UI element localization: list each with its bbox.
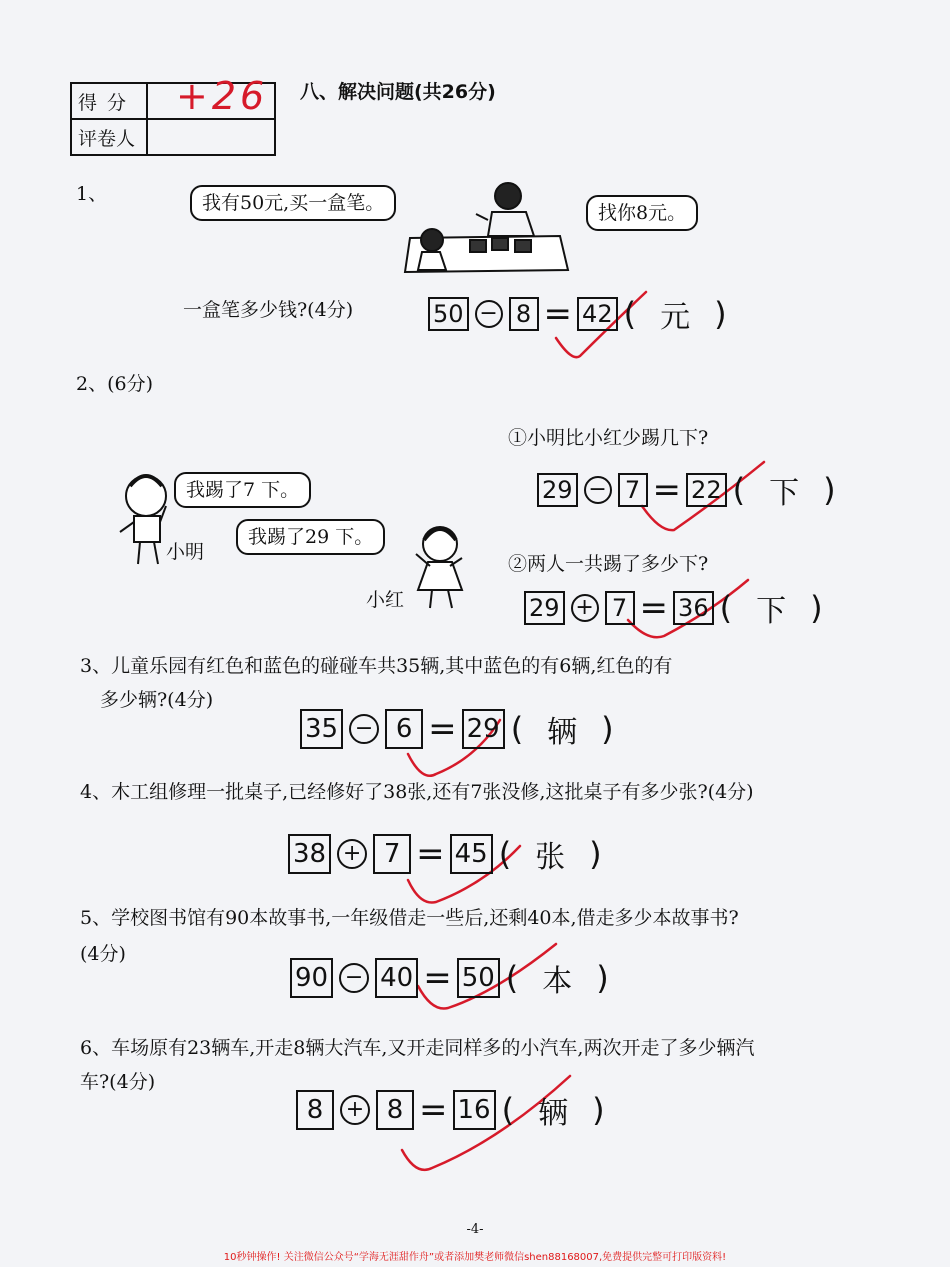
q4-paren-open: (: [498, 835, 512, 873]
q2-sub2-operator: +: [571, 594, 599, 622]
q3-equals: =: [428, 709, 457, 749]
q5-line2: (4分): [80, 943, 126, 965]
q4-equals: =: [416, 834, 445, 874]
q1-paren-open: (: [623, 295, 637, 333]
q4-result: 45: [450, 834, 493, 874]
q6-equals: =: [419, 1090, 448, 1130]
q5-equals: =: [423, 958, 452, 998]
q5-line1: 5、学校图书馆有90本故事书,一年级借走一些后,还剩40本,借走多少本故事书?: [80, 907, 739, 929]
q1-paren-close: ): [714, 295, 727, 333]
q1-result: 42: [577, 297, 618, 331]
q5-paren-open: (: [505, 959, 519, 997]
q5-unit: 本: [542, 964, 573, 999]
q2-sub1-paren-open: (: [732, 471, 746, 509]
q5-equation: [290, 956, 615, 1000]
q2-bubble-hong: 我踢了29 下。: [236, 519, 385, 555]
promo-footer: 10秒钟操作! 关注微信公众号“学海无涯甜作舟”或者添加樊老师微信shen88168007,免费提供完整可打印版资料!: [223, 1252, 727, 1263]
score-value: +26: [176, 74, 269, 118]
q4-operand-a: 38: [288, 834, 331, 874]
q1-number: 1、: [76, 183, 108, 205]
q2-number: 2、(6分): [76, 373, 154, 395]
q1-question: 一盒笔多少钱?(4分): [183, 299, 354, 321]
q5-operand-a: 90: [290, 958, 333, 998]
q3-unit: 辆: [547, 715, 578, 750]
q1-operand-a: 50: [428, 297, 469, 331]
q3-operator: −: [349, 714, 379, 744]
q2-sub2-operand-a: 29: [524, 591, 565, 625]
q1-bubble-right: 找你8元。: [586, 195, 698, 231]
q2-bubble-ming: 我踢了7 下。: [174, 472, 311, 508]
q2-sub2-result: 36: [673, 591, 714, 625]
q2-sub1-equation: [537, 468, 842, 512]
q4-unit: 张: [535, 840, 566, 875]
score-label: 得分: [71, 83, 147, 119]
q2-sub1-unit: 下: [769, 476, 800, 511]
q1-operator: −: [475, 300, 503, 328]
q5-paren-close: ): [596, 959, 609, 997]
q2-sub1-result: 22: [686, 473, 727, 507]
q4-line1: 4、木工组修理一批桌子,已经修好了38张,还有7张没修,这批桌子有多少张?(4分): [80, 781, 754, 803]
q6-unit: 辆: [538, 1096, 569, 1131]
q2-sub2-equals: =: [639, 588, 669, 628]
q2-sub2-unit: 下: [756, 594, 787, 629]
q4-equation: [288, 832, 608, 876]
q2-sub1-operand-b: 7: [618, 473, 648, 507]
q2-name-ming: 小明: [166, 541, 205, 563]
q2-sub2-question: ②两人一共踢了多少下?: [508, 553, 709, 575]
q2-name-hong: 小红: [366, 589, 405, 611]
q6-operand-b: 8: [376, 1090, 414, 1130]
shop-counter-illustration: [405, 183, 568, 272]
section-title: 八、解决问题(共26分): [300, 81, 496, 103]
q3-line2: 多少辆?(4分): [100, 689, 214, 711]
q6-result: 16: [453, 1090, 496, 1130]
q4-operand-b: 7: [373, 834, 411, 874]
q6-paren-open: (: [501, 1091, 515, 1129]
q6-line1: 6、车场原有23辆车,开走8辆大汽车,又开走同样多的小汽车,两次开走了多少辆汽: [80, 1037, 755, 1059]
q2-sub2-equation: [524, 586, 829, 630]
grader-cell: [147, 119, 275, 155]
q1-bubble-left: 我有50元,买一盒笔。: [190, 185, 396, 221]
q3-operand-a: 35: [300, 709, 343, 749]
q3-operand-b: 6: [385, 709, 423, 749]
xiaoming-illustration: [120, 476, 166, 564]
q2-sub1-operand-a: 29: [537, 473, 578, 507]
grader-label: 评卷人: [71, 119, 147, 155]
q5-operand-b: 40: [375, 958, 418, 998]
q2-sub1-paren-close: ): [823, 471, 836, 509]
q1-equation: [428, 292, 733, 336]
q2-sub2-paren-close: ): [810, 589, 823, 627]
q2-sub1-equals: =: [652, 470, 682, 510]
q1-unit: 元: [660, 300, 691, 335]
q1-equals: =: [543, 294, 573, 334]
page-number: -4-: [466, 1222, 484, 1237]
q6-operator: +: [340, 1095, 370, 1125]
q3-paren-open: (: [510, 710, 524, 748]
score-cell: [147, 74, 275, 119]
q6-equation: [296, 1088, 611, 1132]
q3-line1: 3、儿童乐园有红色和蓝色的碰碰车共35辆,其中蓝色的有6辆,红色的有: [80, 655, 673, 677]
q6-operand-a: 8: [296, 1090, 334, 1130]
q2-sub2-paren-open: (: [719, 589, 733, 627]
q3-paren-close: ): [601, 710, 614, 748]
q3-equation: [300, 707, 620, 751]
q3-result: 29: [462, 709, 505, 749]
q6-paren-close: ): [592, 1091, 605, 1129]
q5-result: 50: [457, 958, 500, 998]
q4-operator: +: [337, 839, 367, 869]
xiaohong-illustration: [416, 527, 462, 608]
q5-operator: −: [339, 963, 369, 993]
q2-sub1-question: ①小明比小红少踢几下?: [508, 427, 709, 449]
q4-paren-close: ): [589, 835, 602, 873]
q1-operand-b: 8: [509, 297, 539, 331]
q2-sub1-operator: −: [584, 476, 612, 504]
q2-sub2-operand-b: 7: [605, 591, 635, 625]
score-table: [70, 74, 276, 156]
q6-line2: 车?(4分): [80, 1071, 156, 1093]
